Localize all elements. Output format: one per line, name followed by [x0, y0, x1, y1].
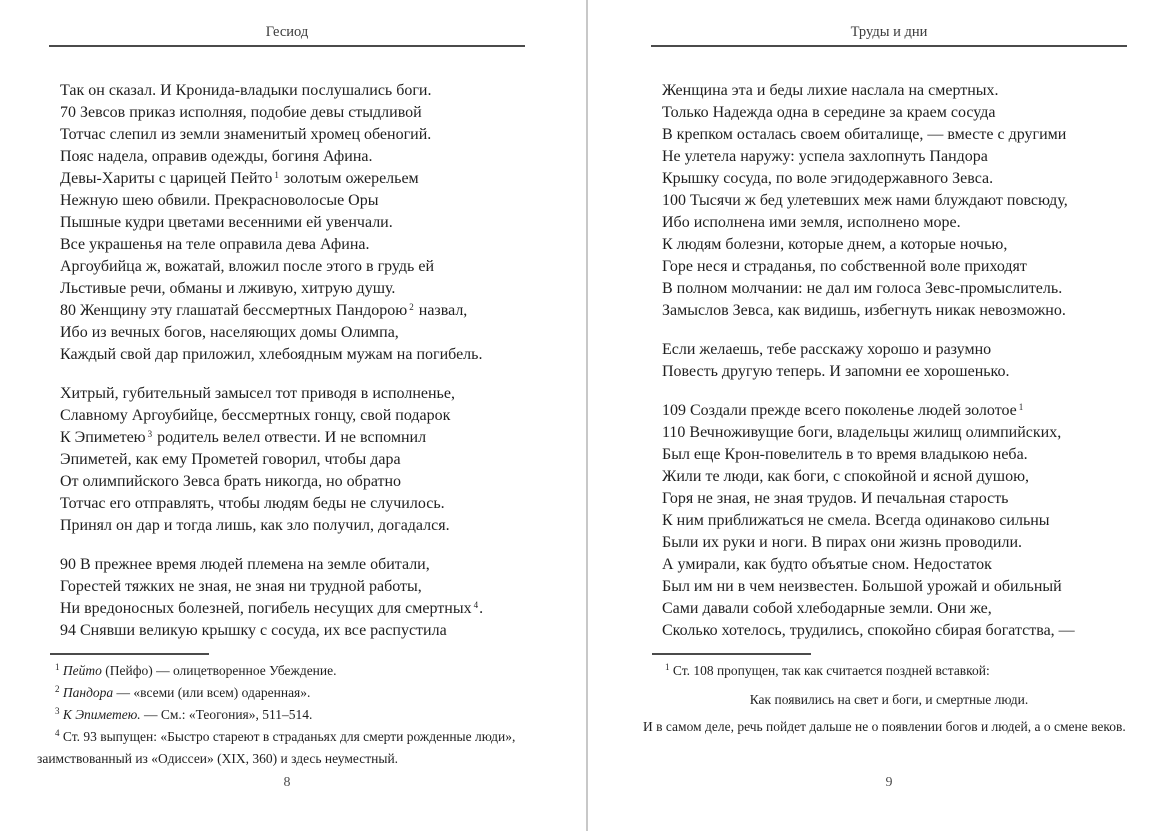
footnote-rule — [50, 653, 209, 655]
verse-block — [651, 80, 1127, 642]
text-segment: — См.: «Теогония», 511–514. — [140, 707, 313, 722]
text-segment: 109 Создали прежде всего поколенье людей золотое — [662, 402, 1017, 419]
verse-paragraph — [60, 383, 525, 537]
text-segment: Ст. 93 выпущен: «Быстро стареют в страданьях для смерти рожденные люди», заимствованный из «Одиссеи» (XIX, 360) и здесь неуместный. — [37, 729, 516, 766]
verse-line: Только Надежда одна в середине за краем сосуда — [662, 104, 996, 121]
text-segment: Пандора — [62, 685, 114, 700]
verse-line: Был еще Крон-повелитель в то время владыкою неба. — [662, 446, 1028, 463]
verse-line: Ибо из вечных богов, населяющих домы Олимпа, — [60, 324, 399, 341]
verse-paragraph — [60, 554, 525, 642]
text-segment: Как появились на свет и боги, и смертные люди. — [749, 692, 1029, 707]
text-segment: Ни вредоносных болезней, погибель несущих для смертных — [60, 600, 472, 617]
verse-line: Повесть другую теперь. И запомни ее хорошенько. — [662, 363, 1010, 380]
footnote-para — [615, 716, 1127, 738]
text-segment: . — [479, 600, 484, 617]
verse-line: Все украшенья на теле оправила дева Афина. — [60, 236, 370, 253]
footnote-marker: 1 — [55, 662, 60, 672]
running-head: Гесиод — [265, 24, 309, 40]
footnote-rule — [652, 653, 811, 655]
verse-line: Эпиметей, как ему Прометей говорил, чтобы дара — [60, 451, 401, 468]
text-segment: И в самом деле, речь пойдет дальше не о появлении богов и людей, а о смене веков. — [643, 719, 1126, 734]
verse-line: Если желаешь, тебе расскажу хорошо и разумно — [662, 341, 992, 358]
verse-line: От олимпийского Зевса брать никогда, но обратно — [60, 473, 402, 490]
page-number: 9 — [885, 775, 893, 790]
text-segment: — «всеми (или всем) одаренная». — [113, 685, 311, 700]
text-segment: 80 Женщину эту глашатай бессмертных Пандорою — [60, 302, 408, 319]
footnote-note — [37, 704, 525, 726]
verse-line: Тотчас его отправлять, чтобы людям беды не случилось. — [60, 495, 445, 512]
verse-line: Ибо исполнена ими земля, исполнено море. — [662, 214, 961, 231]
verse-line: Крышку сосуда, по воле эгидодержавного Зевса. — [662, 170, 994, 187]
footnote-marker: 1 — [1018, 402, 1024, 412]
text-segment: назвал, — [414, 302, 468, 319]
verse-line: Пояс надела, оправив одежды, богиня Афина. — [60, 148, 373, 165]
verse-line: Принял он дар и тогда лишь, как зло получил, догадался. — [60, 517, 450, 534]
verse-line: Сколько хотелось, трудились, спокойно сбирая богатства, — — [662, 622, 1075, 639]
footnote-note — [37, 682, 525, 704]
text-segment: родитель велел отвести. И не вспомнил — [153, 429, 427, 446]
verse-line — [60, 427, 525, 449]
footnote-marker: 4 — [55, 728, 60, 738]
footnote-area — [643, 653, 1127, 738]
verse-line: Замыслов Зевса, как видишь, избегнуть никак невозможно. — [662, 302, 1066, 319]
verse-line — [60, 168, 525, 190]
verse-paragraph — [662, 80, 1127, 322]
running-head: Труды и дни — [850, 24, 928, 40]
verse-line: 100 Тысячи ж бед улетевших меж нами блуждают повсюду, — [662, 192, 1068, 209]
footnote-marker: 3 — [147, 429, 153, 439]
verse-paragraph — [662, 400, 1127, 642]
verse-line: Славному Аргоубийце, бессмертных гонцу, свой подарок — [60, 407, 451, 424]
footnote-marker: 3 — [55, 706, 60, 716]
text-segment: К Эпиметею. — [62, 707, 141, 722]
verse-line: Аргоубийца ж, вожатай, вложил после этого в грудь ей — [60, 258, 435, 275]
footnote-body — [643, 660, 1127, 738]
page-left — [37, 0, 525, 831]
verse-line: Хитрый, губительный замысел тот приводя в исполненье, — [60, 385, 455, 402]
verse-line: Тотчас слепил из земли знаменитый хромец обеногий. — [60, 126, 432, 143]
verse-line: В полном молчании: не дал им голоса Зевс-промыслитель. — [662, 280, 1063, 297]
verse-line: В крепком осталась своем обиталище, — вместе с другими — [662, 126, 1067, 143]
verse-line: К людям болезни, которые днем, а которые ночью, — [662, 236, 1008, 253]
text-segment: (Пейфо) — олицетворенное Убеждение. — [101, 663, 337, 678]
verse-line: Не улетела наружу: успела захлопнуть Пандора — [662, 148, 988, 165]
verse-line: Нежную шею обвили. Прекрасноволосые Оры — [60, 192, 379, 209]
text-segment: Ст. 108 пропущен, так как считается поздней вставкой: — [669, 663, 990, 678]
header-rule — [651, 45, 1127, 47]
footnote-note — [639, 660, 1127, 682]
page-number: 8 — [283, 775, 291, 790]
verse-line — [60, 598, 525, 620]
footnote-marker: 1 — [274, 170, 279, 180]
footnote-note — [37, 660, 525, 682]
footnote-note — [37, 726, 525, 770]
verse-line: Жили те люди, как боги, с спокойной и ясной душою, — [662, 468, 1030, 485]
verse-line: Каждый свой дар приложил, хлебоядным мужам на погибель. — [60, 346, 483, 363]
verse-line: Льстивые речи, обманы и лживую, хитрую душу. — [60, 280, 396, 297]
footnote-marker: 1 — [665, 662, 670, 672]
text-segment: Пейто — [62, 663, 102, 678]
verse-line: Женщина эта и беды лихие наслала на смертных. — [662, 82, 999, 99]
footnote-marker: 2 — [409, 302, 414, 312]
text-segment: Девы-Хариты с царицей Пейто — [60, 170, 273, 187]
verse-line: Горя не зная, не зная трудов. И печальная старость — [662, 490, 1009, 507]
page-right — [643, 0, 1127, 831]
verse-line: Горе неся и страданья, по собственной воле приходят — [662, 258, 1027, 275]
text-segment: золотым ожерельем — [279, 170, 419, 187]
footnote-quote — [651, 689, 1127, 711]
verse-line: 110 Вечноживущие боги, владельцы жилищ олимпийских, — [662, 424, 1062, 441]
verse-line: Был им ни в чем неизвестен. Большой урожай и обильный — [662, 578, 1062, 595]
text-segment: К Эпиметею — [60, 429, 146, 446]
verse-line: А умирали, как будто объятые сном. Недостаток — [662, 556, 992, 573]
verse-line: 94 Снявши великую крышку с сосуда, их все распустила — [60, 622, 447, 639]
footnote-marker: 4 — [473, 600, 479, 610]
verse-line: Горестей тяжких не зная, не зная ни трудной работы, — [60, 578, 422, 595]
footnote-area — [37, 653, 525, 770]
footnote-body — [37, 660, 525, 770]
verse-line: Сами давали собой хлебодарные земли. Они же, — [662, 600, 992, 617]
verse-line: Были их руки и ноги. В пирах они жизнь проводили. — [662, 534, 1023, 551]
verse-paragraph — [60, 80, 525, 366]
verse-line: К ним приближаться не смела. Всегда одинаково сильны — [662, 512, 1050, 529]
verse-line: 70 Зевсов приказ исполняя, подобие девы стыдливой — [60, 104, 422, 121]
verse-line: Пышные кудри цветами весенними ей увенчали. — [60, 214, 393, 231]
header-rule — [49, 45, 525, 47]
verse-block — [49, 80, 525, 642]
verse-paragraph — [662, 339, 1127, 383]
verse-line: 90 В прежнее время людей племена на земле обитали, — [60, 556, 430, 573]
verse-line — [60, 300, 525, 322]
verse-line: Так он сказал. И Кронида-владыки послушались боги. — [60, 82, 432, 99]
page-gutter-divider — [586, 0, 588, 831]
footnote-marker: 2 — [55, 684, 60, 694]
verse-line — [662, 400, 1127, 422]
